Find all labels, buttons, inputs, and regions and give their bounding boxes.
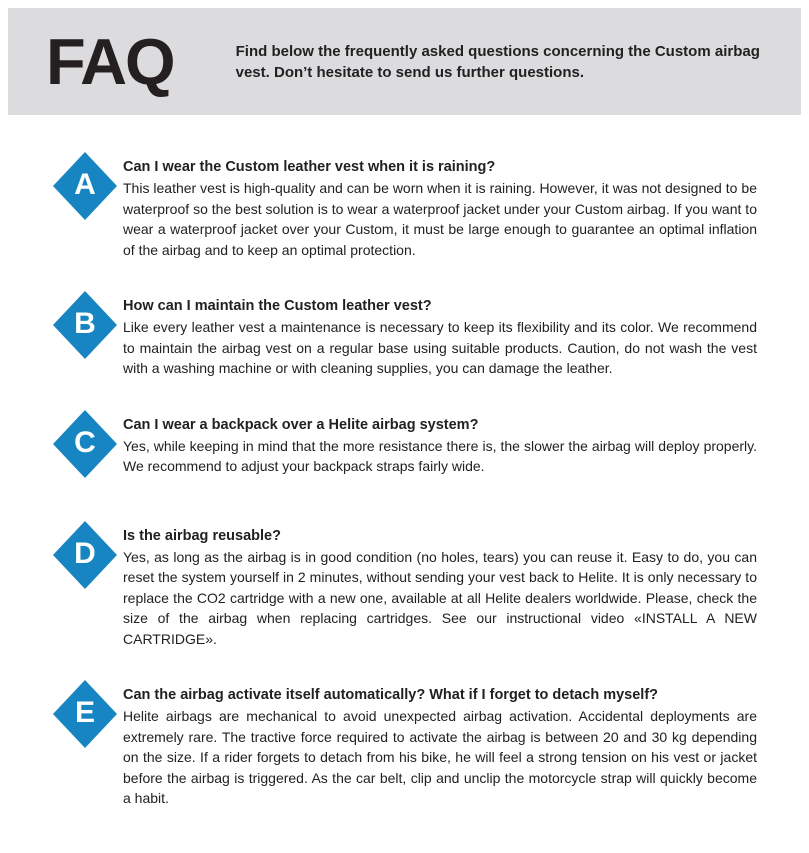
letter-badge-b [53, 291, 117, 359]
faq-item-b [53, 296, 757, 379]
qa-block [123, 296, 757, 379]
faq-question: Can the airbag activate itself automatically? What if I forget to detach myself? [123, 687, 658, 703]
faq-question: Can I wear a backpack over a Helite airbag system? [123, 416, 479, 433]
letter-badge-d [53, 521, 117, 589]
faq-answer: Like every leather vest a maintenance is necessary to keep its flexibility and its color. We recommend to maintain the airbag vest on a regular base using suitable products. Caution, do not wash the vest with a washing machine or with cleaning supplies, you can damage the leather. [123, 319, 757, 376]
badge-letter: D [74, 536, 96, 570]
faq-answer: Yes, as long as the airbag is in good condition (no holes, tears) you can reuse it. Easy to do, you can reset the system yourself in 2 minutes, without sending your vest back to Helite. It is only necessary to replace the CO2 cartridge with a new one, available at all Helite dealers worldwide. Please, check the size of the airbag when replacing cartridges. See our instructional video «INSTALL A NEW CARTRIDGE». [123, 548, 757, 647]
faq-item-c [53, 415, 757, 478]
faq-answer: This leather vest is high-quality and can be worn when it is raining. However, it was not designed to be waterproof so the best solution is to wear a waterproof jacket under your Custom airbag. If you want to wear a waterproof jacket over your Custom, it must be large enough to guarantee an optimal inflation of the airbag and to keep an optimal protection. [123, 180, 757, 258]
qa-block [123, 415, 757, 477]
qa-block [123, 685, 757, 809]
badge-letter: B [74, 307, 96, 340]
faq-question: Is the airbag reusable? [123, 527, 281, 544]
badge-letter: A [74, 168, 96, 201]
page-subtitle: Find below the frequently asked questions concerning the Custom airbag vest. Don’t hesitate to send us further questions. [235, 42, 760, 81]
letter-badge-c [53, 410, 117, 478]
page-title: FAQ [46, 25, 174, 98]
faq-question: How can I maintain the Custom leather vest? [123, 298, 432, 314]
faq-list [8, 115, 801, 809]
faq-answer: Helite airbags are mechanical to avoid unexpected airbag activation. Accidental deployments are extremely rare. The tractive force required to activate the airbag is between 20 and 30 kg depending on the size. If a rider forgets to detach from his bike, he will feel a strong tension on his vest or jacket before the airbag is triggered. As the car belt, clip and unclip the motorcycle strap will quickly become a habit. [123, 708, 757, 806]
faq-question: Can I wear the Custom leather vest when it is raining? [123, 159, 496, 175]
qa-block [123, 157, 757, 260]
faq-item-a [53, 157, 757, 260]
badge-letter: E [74, 696, 95, 729]
letter-badge-a [53, 152, 117, 220]
faq-item-d [53, 526, 757, 650]
faq-item-e [53, 685, 757, 809]
badge-letter: C [74, 425, 96, 459]
header-banner [8, 8, 801, 115]
letter-badge-e [53, 680, 117, 748]
faq-answer: Yes, while keeping in mind that the more resistance there is, the slower the airbag will deploy properly. We recommend to adjust your backpack straps fairly wide. [123, 437, 757, 474]
qa-block [123, 526, 757, 650]
